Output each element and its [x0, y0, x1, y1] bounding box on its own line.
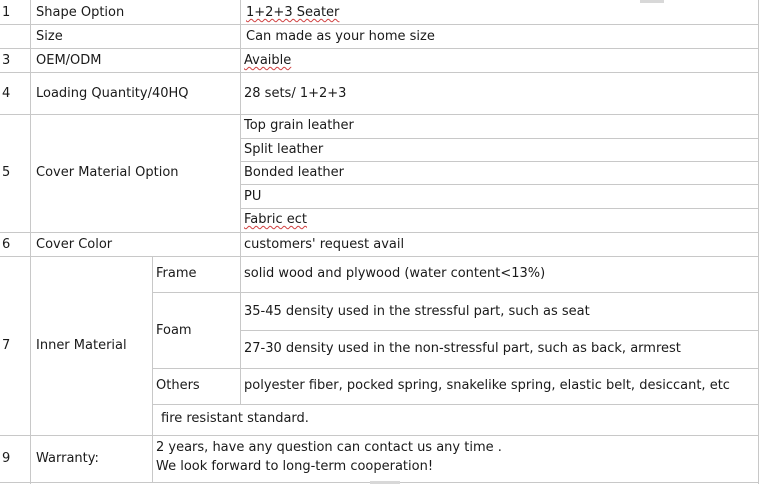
corner-mark: [640, 0, 664, 3]
foam-label: Foam: [156, 323, 192, 338]
inner-material-label: Inner Material: [36, 338, 127, 353]
cover-color-value: customers' request avail: [244, 237, 405, 252]
row-number: 5: [2, 165, 11, 180]
frame-label: Frame: [156, 266, 197, 281]
loading-quantity-value: 28 sets/ 1+2+3: [244, 86, 347, 101]
others-label: Others: [156, 378, 200, 393]
row-number: 9: [2, 451, 11, 466]
row-number: 6: [2, 237, 11, 252]
others-value: polyester fiber, pocked spring, snakelike spring, elastic belt, desiccant, etc: [244, 378, 730, 393]
row-divider: [240, 208, 759, 209]
loading-quantity-label: Loading Quantity/40HQ: [36, 86, 189, 101]
cover-material-item: Fabric ect: [244, 212, 307, 227]
size-label: Size: [36, 29, 63, 44]
row-divider: [240, 161, 759, 162]
row-divider: [240, 138, 759, 139]
row-divider: [0, 72, 759, 73]
cover-material-item: Bonded leather: [244, 165, 345, 180]
row-divider: [0, 24, 759, 25]
row-divider: [0, 435, 759, 436]
column-divider: [152, 256, 153, 482]
cover-material-item: PU: [244, 189, 262, 204]
column-divider: [240, 0, 241, 256]
shape-option-value: 1+2+3 Seater: [246, 5, 340, 20]
row-number: 1: [2, 5, 11, 20]
column-divider: [240, 256, 241, 404]
warranty-label: Warranty:: [36, 451, 99, 466]
cover-material-item: Split leather: [244, 142, 324, 157]
row-divider: [152, 292, 759, 293]
row-divider: [240, 330, 759, 331]
cover-material-label: Cover Material Option: [36, 165, 179, 180]
warranty-line-1: 2 years, have any question can contact us any time .: [156, 440, 502, 455]
cover-material-item: Top grain leather: [244, 118, 354, 133]
row-divider: [0, 256, 759, 257]
foam-value-non-stressful: 27-30 density used in the non-stressful part, such as back, armrest: [244, 341, 681, 356]
warranty-line-2: We look forward to long-term cooperation!: [156, 459, 434, 474]
row-number: 7: [2, 338, 11, 353]
row-divider: [152, 368, 759, 369]
oem-odm-label: OEM/ODM: [36, 53, 102, 68]
cover-color-label: Cover Color: [36, 237, 113, 252]
row-divider: [152, 404, 759, 405]
frame-value: solid wood and plywood (water content<13%): [244, 266, 546, 281]
row-number: 3: [2, 53, 11, 68]
oem-odm-value: Avaible: [244, 53, 292, 68]
foam-value-stressful: 35-45 density used in the stressful part, such as seat: [244, 304, 590, 319]
row-divider: [0, 114, 759, 115]
row-divider: [240, 184, 759, 185]
size-value: Can made as your home size: [246, 29, 435, 44]
column-divider: [30, 0, 31, 484]
row-number: 4: [2, 86, 11, 101]
row-divider: [0, 48, 759, 49]
row-divider: [0, 232, 759, 233]
shape-option-label: Shape Option: [36, 5, 125, 20]
fire-resistant-note: fire resistant standard.: [161, 411, 309, 426]
